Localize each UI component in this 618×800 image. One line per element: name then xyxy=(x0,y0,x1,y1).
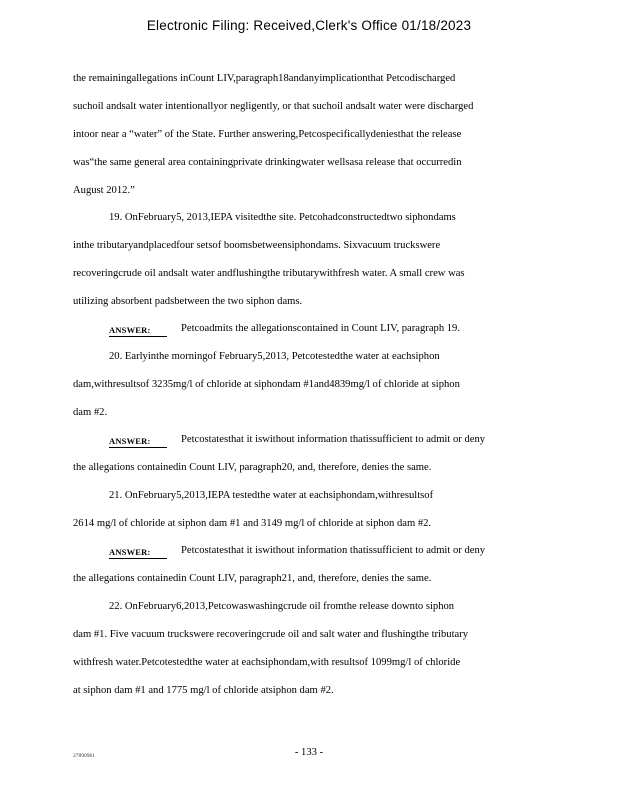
body-line: utilizing absorbent padsbetween the two siphon dams. xyxy=(73,296,303,307)
body-line: the allegations containedin Count LIV, paragraph20, and, therefore, denies the same. xyxy=(73,462,432,473)
body-line: dam #1. Five vacuum truckswere recoveringcrude oil and salt water and flushingthe tributary xyxy=(73,629,469,640)
paragraph-19-start: 19. OnFebruary5, 2013,IEPA visitedthe site. Petcohadconstructedtwo siphondams xyxy=(109,212,456,223)
paragraph-21-start: 21. OnFebruary5,2013,IEPA testedthe water at eachsiphondam,withresultsof xyxy=(109,490,434,501)
body-line: at siphon dam #1 and 1775 mg/l of chloride atsiphon dam #2. xyxy=(73,685,334,696)
body-line: the remainingallegations inCount LIV,paragraph18andanyimplicationthat Petcodischarged xyxy=(73,73,456,84)
answer-text: Petcostatesthat it iswithout information thatissufficient to admit or deny xyxy=(181,545,486,556)
body-line: recoveringcrude oil andsalt water andflushingthe tributarywithfresh water. A small crew was xyxy=(73,268,465,279)
body-line: 2614 mg/l of chloride at siphon dam #1 and 3149 mg/l of chloride at siphon dam #2. xyxy=(73,518,432,529)
body-line: dam #2. xyxy=(73,407,108,418)
body-line: was“the same general area containingprivate drinkingwater wellsasa release that occurredin xyxy=(73,157,462,168)
body-line: dam,withresultsof 3235mg/l of chloride at siphondam #1and4839mg/l of chloride at siphon xyxy=(73,379,460,390)
document-id: 27890961 xyxy=(73,753,95,759)
body-line: withfresh water.Petcotestedthe water at eachsiphondam,with resultsof 1099mg/l of chloride xyxy=(73,657,461,668)
body-line: August 2012.” xyxy=(73,185,135,196)
answer-text: Petcostatesthat it iswithout information thatissufficient to admit or deny xyxy=(181,434,486,445)
filing-stamp-header: Electronic Filing: Received,Clerk's Office 01/18/2023 xyxy=(146,18,472,33)
paragraph-22-start: 22. OnFebruary6,2013,Petcowaswashingcrude oil fromthe release downto siphon xyxy=(109,601,455,612)
answer-label: ANSWER: xyxy=(109,325,167,337)
paragraph-20-start: 20. Earlyinthe morningof February5,2013, Petcotestedthe water at eachsiphon xyxy=(109,351,440,362)
answer-label: ANSWER: xyxy=(109,547,167,559)
page-number: - 133 - xyxy=(294,747,324,758)
answer-label: ANSWER: xyxy=(109,436,167,448)
body-line: intoor near a “water” of the State. Further answering,Petcospecificallydeniesthat the release xyxy=(73,129,462,140)
body-line: suchoil andsalt water intentionallyor negligently, or that suchoil andsalt water were discharged xyxy=(73,101,474,112)
answer-text: Petcoadmits the allegationscontained in Count LIV, paragraph 19. xyxy=(181,323,461,334)
body-line: inthe tributaryandplacedfour setsof boomsbetweensiphondams. Sixvacuum truckswere xyxy=(73,240,441,251)
body-line: the allegations containedin Count LIV, paragraph21, and, therefore, denies the same. xyxy=(73,573,432,584)
